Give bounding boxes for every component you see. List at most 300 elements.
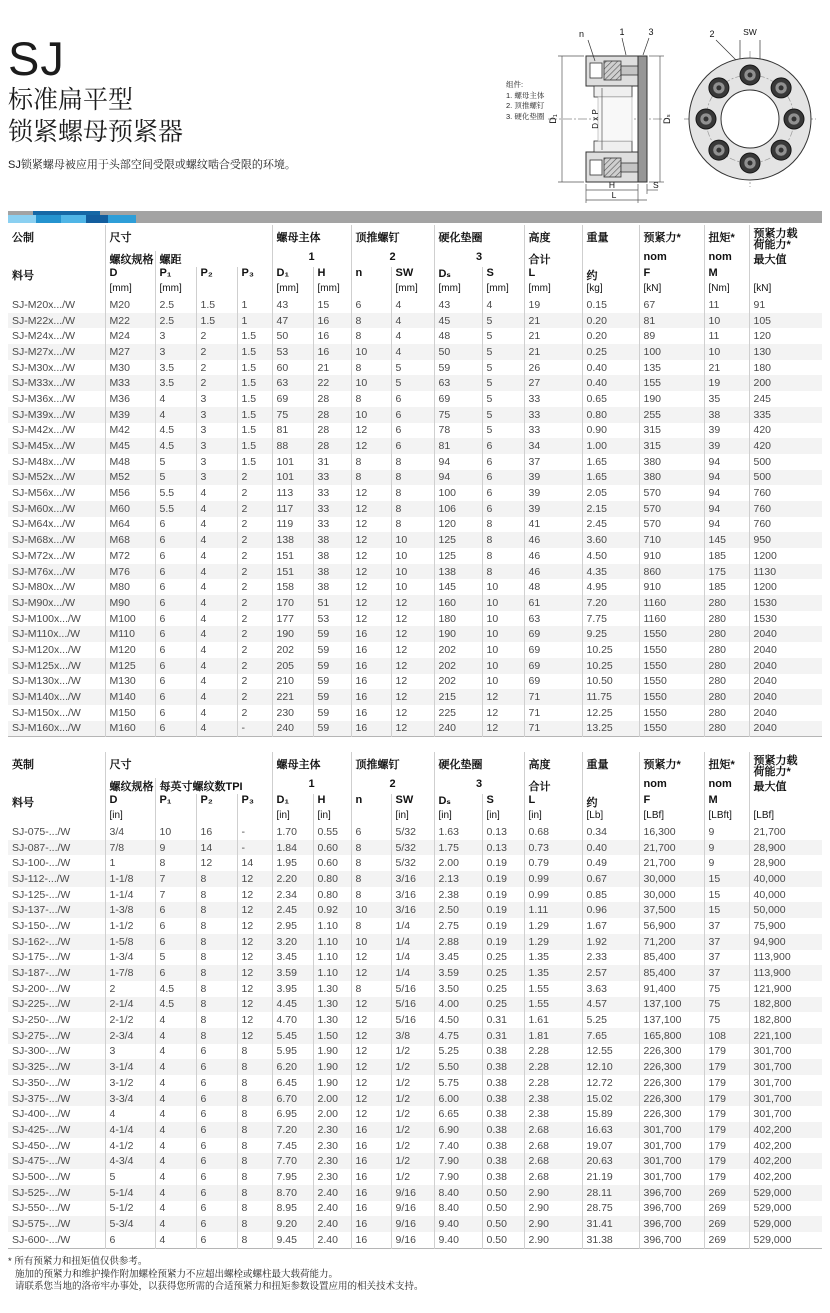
sub-header-pitch: 螺距 bbox=[155, 251, 272, 267]
unit-label bbox=[155, 810, 196, 824]
table-cell: 0.31 bbox=[482, 1028, 524, 1044]
table-cell: 2.5 bbox=[155, 297, 196, 313]
table-cell: SJ-M30x.../W bbox=[12, 361, 76, 374]
table-cell: 0.38 bbox=[482, 1075, 524, 1091]
col-header: n bbox=[351, 267, 391, 283]
table-cell: M68 bbox=[105, 532, 155, 548]
table-cell: 2.40 bbox=[313, 1201, 351, 1217]
table-row bbox=[8, 595, 822, 611]
table-cell: 21 bbox=[524, 313, 582, 329]
table-cell: SJ-400-.../W bbox=[12, 1108, 71, 1121]
table-cell: 1.90 bbox=[313, 1075, 351, 1091]
table-cell: 0.99 bbox=[524, 887, 582, 903]
table-cell: 315 bbox=[639, 438, 704, 454]
table-cell: 47 bbox=[272, 313, 313, 329]
table-cell: SJ-150-.../W bbox=[12, 919, 71, 932]
table-cell: 280 bbox=[704, 642, 749, 658]
table-cell: 12 bbox=[391, 595, 434, 611]
table-cell: 10 bbox=[391, 532, 434, 548]
table-cell: SJ-137-.../W bbox=[12, 904, 71, 917]
table-cell: 113,900 bbox=[749, 965, 822, 981]
table-cell: M56 bbox=[105, 485, 155, 501]
table-cell: 53 bbox=[313, 611, 351, 627]
table-row bbox=[8, 328, 822, 344]
table-cell: 4 bbox=[105, 1106, 155, 1122]
table-cell: 37 bbox=[704, 950, 749, 966]
table-cell: M27 bbox=[105, 344, 155, 360]
group-header-height: 高度 bbox=[524, 225, 582, 251]
table-cell: 7.20 bbox=[582, 595, 639, 611]
table-cell: 8 bbox=[155, 855, 196, 871]
table-cell: 0.19 bbox=[482, 855, 524, 871]
table-cell: 2.90 bbox=[524, 1232, 582, 1248]
table-cell: 37 bbox=[524, 454, 582, 470]
table-cell: 4 bbox=[196, 485, 237, 501]
table-cell: 2.30 bbox=[313, 1138, 351, 1154]
table-cell: 4 bbox=[196, 626, 237, 642]
table-row bbox=[8, 1169, 822, 1185]
table-cell: 38 bbox=[313, 564, 351, 580]
table-cell: 8 bbox=[237, 1044, 272, 1060]
table-cell: 45 bbox=[434, 313, 482, 329]
table-cell: 0.92 bbox=[313, 902, 351, 918]
table-cell: 1160 bbox=[639, 611, 704, 627]
table-row bbox=[8, 611, 822, 627]
table-cell: 2 bbox=[237, 579, 272, 595]
table-cell: 402,200 bbox=[749, 1138, 822, 1154]
table-cell: 0.68 bbox=[524, 824, 582, 840]
table-cell: 202 bbox=[434, 674, 482, 690]
table-cell: 3/4 bbox=[105, 824, 155, 840]
table-row bbox=[8, 1122, 822, 1138]
table-cell: 8.70 bbox=[272, 1185, 313, 1201]
group-header-region: 英制 bbox=[12, 759, 34, 771]
table-cell: 5 bbox=[391, 375, 434, 391]
table-cell: 4 bbox=[155, 1122, 196, 1138]
table-cell: 0.50 bbox=[482, 1185, 524, 1201]
table-cell: 11.75 bbox=[582, 689, 639, 705]
table-cell: SJ-250-.../W bbox=[12, 1014, 71, 1027]
table-cell: 3.5 bbox=[155, 360, 196, 376]
table-cell: 16 bbox=[351, 1153, 391, 1169]
table-row bbox=[8, 934, 822, 950]
table-cell: 8 bbox=[351, 470, 391, 486]
table-row bbox=[8, 297, 822, 313]
group-header-preload: 预紧力* bbox=[639, 752, 704, 778]
table-cell: 16 bbox=[351, 689, 391, 705]
table-cell: 760 bbox=[749, 501, 822, 517]
table-cell: 380 bbox=[639, 454, 704, 470]
table-cell: 16 bbox=[351, 658, 391, 674]
table-cell: SJ-162-.../W bbox=[12, 935, 71, 948]
table-cell: 0.13 bbox=[482, 824, 524, 840]
table-cell: 2.45 bbox=[582, 517, 639, 533]
table-cell: 2.38 bbox=[434, 887, 482, 903]
table-cell: 13.25 bbox=[582, 721, 639, 737]
table-cell: SJ-M130x.../W bbox=[12, 675, 81, 688]
table-cell: SJ-450-.../W bbox=[12, 1139, 71, 1152]
table-cell: 39 bbox=[524, 501, 582, 517]
table-cell: SJ-075-.../W bbox=[12, 825, 71, 838]
table-cell: 4 bbox=[155, 1044, 196, 1060]
table-cell: 5.25 bbox=[434, 1044, 482, 1060]
table-cell: SJ-M33x.../W bbox=[12, 377, 76, 390]
table-cell: 3/8 bbox=[391, 1028, 434, 1044]
table-cell: 0.25 bbox=[582, 344, 639, 360]
table-cell: 1.5 bbox=[237, 375, 272, 391]
table-cell: 15.89 bbox=[582, 1106, 639, 1122]
table-cell: 11 bbox=[704, 328, 749, 344]
table-cell: 59 bbox=[313, 689, 351, 705]
table-cell: 16 bbox=[351, 642, 391, 658]
table-cell: 380 bbox=[639, 470, 704, 486]
table-cell: 0.38 bbox=[482, 1138, 524, 1154]
table-cell: 0.31 bbox=[482, 1012, 524, 1028]
table-row bbox=[8, 871, 822, 887]
unit-label: [kg] bbox=[582, 283, 639, 297]
table-cell: 1.5 bbox=[196, 297, 237, 313]
table-cell: 2.13 bbox=[434, 871, 482, 887]
table-cell: 396,700 bbox=[639, 1232, 704, 1248]
table-cell: 2.34 bbox=[272, 887, 313, 903]
table-cell: 1/2 bbox=[391, 1044, 434, 1060]
table-cell: 81 bbox=[434, 438, 482, 454]
group-header-nut-body: 螺母主体 bbox=[272, 752, 351, 778]
table-cell: 315 bbox=[639, 423, 704, 439]
table-cell: 4 bbox=[155, 407, 196, 423]
table-cell: 2040 bbox=[749, 721, 822, 737]
table-row bbox=[8, 1091, 822, 1107]
table-cell: 9/16 bbox=[391, 1232, 434, 1248]
footnote-line-2: 施加的预紧力和维护操作附加螺栓预紧力不应超出螺栓或螺柱最大载荷能力。 bbox=[15, 1268, 339, 1280]
table-row bbox=[8, 1044, 822, 1060]
jackbolt-section bbox=[604, 61, 621, 80]
table-cell: 301,700 bbox=[749, 1044, 822, 1060]
table-cell: 226,300 bbox=[639, 1075, 704, 1091]
col-header: P₃ bbox=[237, 794, 272, 810]
table-row bbox=[8, 674, 822, 690]
table-cell: 28 bbox=[313, 423, 351, 439]
table-cell: 240 bbox=[272, 721, 313, 737]
table-cell: 950 bbox=[749, 532, 822, 548]
table-cell: 21.19 bbox=[582, 1169, 639, 1185]
table-cell: 28 bbox=[313, 391, 351, 407]
unit-label bbox=[237, 810, 272, 824]
table-cell: 2 bbox=[237, 674, 272, 690]
table-cell: 3-1/4 bbox=[105, 1059, 155, 1075]
sub-header-nom-m: nom bbox=[704, 778, 749, 794]
table-cell: 2.40 bbox=[313, 1216, 351, 1232]
label-part3: 3 bbox=[648, 27, 654, 37]
table-cell: 5/16 bbox=[391, 981, 434, 997]
table-cell: 8 bbox=[351, 454, 391, 470]
table-cell: 1/4 bbox=[391, 965, 434, 981]
table-cell: SJ-225-.../W bbox=[12, 998, 71, 1011]
table-cell: SJ-M39x.../W bbox=[12, 408, 76, 421]
table-row bbox=[8, 721, 822, 737]
table-cell: SJ-M56x.../W bbox=[12, 487, 76, 500]
col-header: D₁ bbox=[272, 267, 313, 283]
table-cell: 2-1/4 bbox=[105, 997, 155, 1013]
group-header-region: 公制 bbox=[12, 232, 34, 244]
table-cell: 21 bbox=[524, 328, 582, 344]
table-cell: 8 bbox=[237, 1091, 272, 1107]
table-cell: 2 bbox=[237, 485, 272, 501]
table-cell: 9/16 bbox=[391, 1216, 434, 1232]
table-cell: 4 bbox=[196, 642, 237, 658]
table-cell: 200 bbox=[749, 375, 822, 391]
table-cell: 269 bbox=[704, 1232, 749, 1248]
table-cell: 1.90 bbox=[313, 1059, 351, 1075]
component-number-3: 3 bbox=[434, 778, 524, 794]
label-d1: D₁ bbox=[548, 114, 558, 124]
group-header-jack-screw: 顶推螺钉 bbox=[351, 752, 434, 778]
table-cell: 31.38 bbox=[582, 1232, 639, 1248]
table-cell: 8 bbox=[237, 1075, 272, 1091]
table-cell: 1.95 bbox=[272, 855, 313, 871]
table-cell: 12 bbox=[391, 658, 434, 674]
table-cell: 89 bbox=[639, 328, 704, 344]
table-cell: 0.55 bbox=[313, 824, 351, 840]
table-cell: 0.65 bbox=[582, 391, 639, 407]
table-cell: 4 bbox=[155, 1059, 196, 1075]
table-cell: SJ-575-.../W bbox=[12, 1218, 71, 1231]
table-cell: 12 bbox=[351, 485, 391, 501]
table-cell: 4-1/4 bbox=[105, 1122, 155, 1138]
table-cell: SJ-M72x.../W bbox=[12, 549, 76, 562]
table-cell: 21,700 bbox=[749, 824, 822, 840]
table-cell: 2.90 bbox=[524, 1185, 582, 1201]
table-cell: 120 bbox=[749, 328, 822, 344]
table-cell: 2-1/2 bbox=[105, 1012, 155, 1028]
table-cell: 2.50 bbox=[434, 902, 482, 918]
table-cell: 2.90 bbox=[524, 1216, 582, 1232]
table-cell: 38 bbox=[704, 407, 749, 423]
group-header-nut-body: 螺母主体 bbox=[272, 225, 351, 251]
table-cell: 2.68 bbox=[524, 1153, 582, 1169]
table-cell: 760 bbox=[749, 485, 822, 501]
col-header: P₁ bbox=[155, 794, 196, 810]
table-cell: 12 bbox=[391, 705, 434, 721]
table-cell: 12 bbox=[196, 855, 237, 871]
table-cell: SJ-087-.../W bbox=[12, 841, 71, 854]
table-cell: 4 bbox=[196, 564, 237, 580]
table-cell: 1.81 bbox=[524, 1028, 582, 1044]
table-cell: 71 bbox=[524, 705, 582, 721]
table-cell: M45 bbox=[105, 438, 155, 454]
table-cell: SJ-M22x.../W bbox=[12, 314, 76, 327]
table-cell: 280 bbox=[704, 595, 749, 611]
table-cell: 2.28 bbox=[524, 1044, 582, 1060]
table-cell: 155 bbox=[639, 375, 704, 391]
table-cell: 2.45 bbox=[272, 902, 313, 918]
table-cell: 2 bbox=[105, 981, 155, 997]
table-cell: 137,100 bbox=[639, 997, 704, 1013]
table-cell: 16 bbox=[351, 1122, 391, 1138]
table-cell: 37 bbox=[704, 965, 749, 981]
table-cell: 301,700 bbox=[639, 1153, 704, 1169]
table-cell: 12 bbox=[351, 1044, 391, 1060]
table-cell: 1-7/8 bbox=[105, 965, 155, 981]
table-row bbox=[8, 1075, 822, 1091]
table-cell: 301,700 bbox=[749, 1106, 822, 1122]
table-cell: 0.19 bbox=[482, 887, 524, 903]
table-row bbox=[8, 344, 822, 360]
table-cell: 4.5 bbox=[155, 981, 196, 997]
col-header: F bbox=[639, 267, 704, 283]
table-cell: 16 bbox=[313, 328, 351, 344]
table-cell: M36 bbox=[105, 391, 155, 407]
table-cell: 1.10 bbox=[313, 965, 351, 981]
table-cell: 9.45 bbox=[272, 1232, 313, 1248]
table-cell: 6 bbox=[155, 611, 196, 627]
table-cell: 1.5 bbox=[237, 438, 272, 454]
table-cell: 4.5 bbox=[155, 438, 196, 454]
table-cell: 6 bbox=[482, 438, 524, 454]
table-cell: 2.38 bbox=[524, 1106, 582, 1122]
table-cell: 6 bbox=[196, 1216, 237, 1232]
imperial-spec-table bbox=[8, 752, 822, 1249]
table-cell: 39 bbox=[704, 438, 749, 454]
table-cell: 4 bbox=[196, 721, 237, 737]
table-cell: 75 bbox=[272, 407, 313, 423]
table-cell: 56,900 bbox=[639, 918, 704, 934]
table-cell: 7.20 bbox=[272, 1122, 313, 1138]
table-cell: 1/2 bbox=[391, 1169, 434, 1185]
table-row bbox=[8, 1216, 822, 1232]
table-cell: 15.02 bbox=[582, 1091, 639, 1107]
table-cell: 12 bbox=[391, 674, 434, 690]
table-cell: 37 bbox=[704, 934, 749, 950]
table-cell: 10 bbox=[351, 407, 391, 423]
table-cell: 4 bbox=[155, 1012, 196, 1028]
table-cell: 34 bbox=[524, 438, 582, 454]
table-cell: 301,700 bbox=[749, 1075, 822, 1091]
table-cell: 1550 bbox=[639, 642, 704, 658]
table-cell: 7/8 bbox=[105, 840, 155, 856]
table-cell: 78 bbox=[434, 423, 482, 439]
table-cell: 21 bbox=[524, 344, 582, 360]
table-cell: 1.10 bbox=[313, 918, 351, 934]
table-row bbox=[8, 1232, 822, 1248]
table-cell: 135 bbox=[639, 360, 704, 376]
table-cell: 0.25 bbox=[482, 997, 524, 1013]
table-cell: SJ-M110x.../W bbox=[12, 628, 81, 641]
col-header: 约 bbox=[582, 794, 639, 810]
table-cell: 4 bbox=[391, 328, 434, 344]
table-cell: 69 bbox=[434, 391, 482, 407]
table-cell: 108 bbox=[704, 1028, 749, 1044]
table-cell: 6 bbox=[196, 1169, 237, 1185]
table-cell: M150 bbox=[105, 705, 155, 721]
table-cell: SJ-M90x.../W bbox=[12, 596, 76, 609]
table-cell: 910 bbox=[639, 579, 704, 595]
table-cell: 6 bbox=[155, 918, 196, 934]
label-dxp: D x P bbox=[591, 109, 600, 129]
table-cell: 12 bbox=[351, 564, 391, 580]
table-cell: 6.70 bbox=[272, 1091, 313, 1107]
table-cell: 35 bbox=[704, 391, 749, 407]
table-cell: 7.45 bbox=[272, 1138, 313, 1154]
table-cell: 0.34 bbox=[582, 824, 639, 840]
table-cell: 240 bbox=[434, 721, 482, 737]
table-cell: 27 bbox=[524, 375, 582, 391]
table-cell: 4 bbox=[155, 1153, 196, 1169]
table-cell: 1/4 bbox=[391, 934, 434, 950]
table-row bbox=[8, 902, 822, 918]
washer-section bbox=[638, 56, 647, 182]
table-cell: 15 bbox=[704, 902, 749, 918]
table-cell: 12.25 bbox=[582, 705, 639, 721]
table-cell: 59 bbox=[313, 705, 351, 721]
table-cell: 50,000 bbox=[749, 902, 822, 918]
table-cell: 3.59 bbox=[272, 965, 313, 981]
col-header: SW bbox=[391, 267, 434, 283]
table-row bbox=[8, 517, 822, 533]
table-cell: 910 bbox=[639, 548, 704, 564]
col-header: S bbox=[482, 267, 524, 283]
table-cell: 5/32 bbox=[391, 824, 434, 840]
unit-label: [in] bbox=[482, 810, 524, 824]
table-cell: 81 bbox=[639, 313, 704, 329]
table-cell: 301,700 bbox=[639, 1138, 704, 1154]
table-cell: 69 bbox=[524, 658, 582, 674]
table-cell: 94 bbox=[704, 454, 749, 470]
table-cell: 6 bbox=[155, 658, 196, 674]
unit-label: [in] bbox=[434, 810, 482, 824]
table-cell: M48 bbox=[105, 454, 155, 470]
table-cell: 4.5 bbox=[155, 997, 196, 1013]
table-cell: 0.38 bbox=[482, 1044, 524, 1060]
table-cell: 1550 bbox=[639, 721, 704, 737]
col-header-part-no: 料号 bbox=[12, 270, 34, 282]
table-cell: 4 bbox=[155, 1075, 196, 1091]
table-cell: 2 bbox=[237, 595, 272, 611]
sub-header-pitch: 每英寸螺纹数TPI bbox=[155, 778, 272, 794]
unit-label bbox=[196, 283, 237, 297]
table-cell: 61 bbox=[524, 595, 582, 611]
table-cell: M60 bbox=[105, 501, 155, 517]
table-cell: 151 bbox=[272, 564, 313, 580]
table-cell: 6 bbox=[155, 626, 196, 642]
unit-label: [mm] bbox=[313, 283, 351, 297]
table-cell: SJ-500-.../W bbox=[12, 1170, 71, 1183]
col-header: 约 bbox=[582, 267, 639, 283]
table-cell: 1.63 bbox=[434, 824, 482, 840]
table-cell: 1.10 bbox=[313, 934, 351, 950]
unit-label bbox=[351, 283, 391, 297]
table-cell: 8 bbox=[196, 997, 237, 1013]
unit-label: [mm] bbox=[434, 283, 482, 297]
table-cell: 12.55 bbox=[582, 1044, 639, 1060]
table-cell: 3/16 bbox=[391, 887, 434, 903]
table-cell: 5.5 bbox=[155, 501, 196, 517]
table-cell: 8 bbox=[196, 918, 237, 934]
table-cell: 8 bbox=[237, 1169, 272, 1185]
table-cell: 30,000 bbox=[639, 887, 704, 903]
component-number-2: 2 bbox=[351, 778, 434, 794]
table-cell: 6 bbox=[196, 1153, 237, 1169]
table-cell: 9.40 bbox=[434, 1232, 482, 1248]
table-cell: 1550 bbox=[639, 705, 704, 721]
table-cell: 2.00 bbox=[434, 855, 482, 871]
table-cell: 63 bbox=[524, 611, 582, 627]
sub-header-total: 合计 bbox=[524, 778, 582, 794]
table-cell: 301,700 bbox=[749, 1059, 822, 1075]
table-cell: 12 bbox=[351, 950, 391, 966]
table-cell: 8 bbox=[351, 313, 391, 329]
table-cell: 81 bbox=[272, 423, 313, 439]
